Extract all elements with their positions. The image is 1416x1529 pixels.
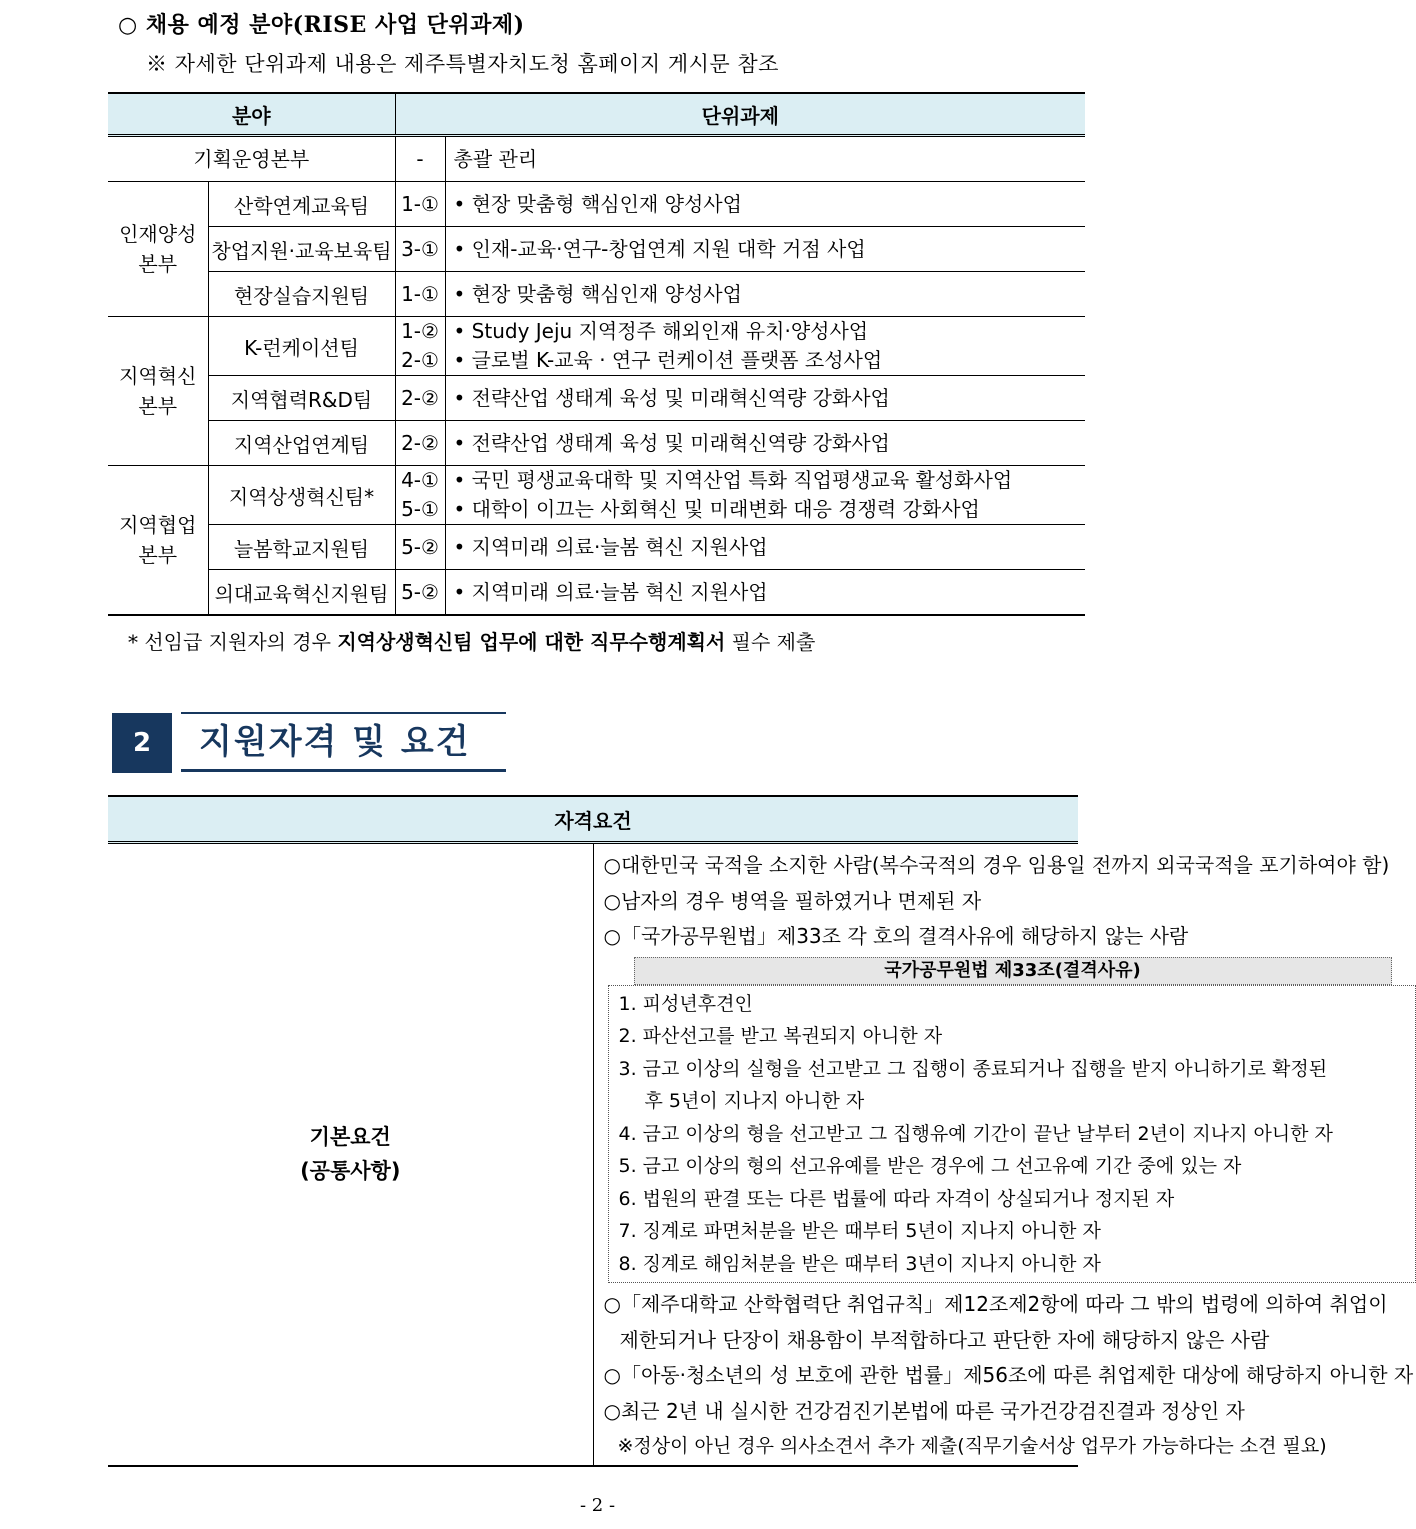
law-item: 5. 금고 이상의 형의 선고유예를 받은 경우에 그 선고유예 기간 중에 있는 자 — [618, 1155, 1242, 1177]
code-cell — [395, 227, 445, 272]
law-item: 8. 징계로 해임처분을 받은 때부터 3년이 지나지 아니한 자 — [618, 1252, 1101, 1275]
dept-line: 본부 — [138, 394, 178, 418]
requirements-body — [593, 843, 1414, 1466]
label-line-1: 기본요건 — [309, 1125, 391, 1150]
basic-requirements-label — [108, 843, 593, 1466]
table-row — [108, 466, 1085, 525]
code-line: 4-① — [401, 468, 439, 492]
team-cell: 산학연계교육팀 — [208, 182, 395, 227]
team-cell: 현장실습지원팀 — [208, 272, 395, 317]
table-row — [108, 421, 1085, 466]
table-row — [108, 525, 1085, 570]
task-line: • 글로벌 K-교육 · 연구 런케이션 플랫폼 조성사업 — [454, 346, 1086, 375]
table-row — [108, 182, 1085, 227]
law-item: 2. 파산선고를 받고 복권되지 아니한 자 — [618, 1025, 943, 1047]
header-unit-task: 단위과제 — [395, 93, 1085, 136]
dept-cell — [108, 317, 208, 466]
dept-cell — [108, 466, 208, 616]
task-cell — [445, 227, 1085, 272]
table-row — [108, 317, 1085, 376]
task-cell — [445, 317, 1085, 376]
law-item: 후 5년이 지나지 아니한 자 — [644, 1090, 865, 1112]
code-line: 1-① — [401, 191, 439, 216]
code-line: 5-② — [401, 534, 439, 559]
dept-line: 지역협업 — [119, 513, 197, 537]
code-line: 5-② — [401, 579, 439, 604]
civil-service-act-box — [608, 957, 1416, 1284]
task-cell: 총괄 관리 — [445, 136, 1085, 182]
task-cell — [445, 272, 1085, 317]
reference-note: ※ 자세한 단위과제 내용은 제주특별자치도청 홈페이지 게시문 참조 — [146, 52, 779, 76]
task-cell — [445, 421, 1085, 466]
code-line: 2-① — [401, 348, 439, 372]
code-cell: - — [395, 136, 445, 182]
law-item: 4. 금고 이상의 형을 선고받고 그 집행유예 기간이 끝난 날부터 2년이 지나지 아니한 자 — [618, 1122, 1333, 1145]
task-line: • 대학이 이끄는 사회혁신 및 미래변화 대응 경쟁력 강화사업 — [454, 495, 1086, 524]
section-number-badge: 2 — [112, 713, 172, 773]
table-row — [108, 136, 1085, 182]
task-line: • 전략산업 생태계 육성 및 미래혁신역량 강화사업 — [454, 384, 1086, 413]
code-line: 1-① — [401, 281, 439, 306]
dept-line: 본부 — [138, 252, 178, 276]
team-cell: K-런케이션팀 — [208, 317, 395, 376]
task-cell — [445, 525, 1085, 570]
qualification-header: 자격요건 — [108, 796, 1078, 843]
task-cell — [445, 182, 1085, 227]
table-row — [108, 227, 1085, 272]
task-line: • 인재-교육·연구-창업연계 지원 대학 거점 사업 — [454, 235, 1086, 264]
code-cell — [395, 421, 445, 466]
requirement-item: ○대한민국 국적을 소지한 사람(복수국적의 경우 임용일 전까지 외국국적을 포기하여야 함) — [603, 853, 1390, 877]
dept-cell: 기획운영본부 — [108, 136, 395, 182]
requirement-item: ○최근 2년 내 실시한 건강검진기본법에 따른 국가건강검진결과 정상인 자 — [603, 1398, 1245, 1423]
requirement-item: ○「국가공무원법」제33조 각 호의 결격사유에 해당하지 않는 사람 — [603, 924, 1189, 948]
code-line: 2-② — [401, 430, 439, 455]
code-line: 2-② — [401, 385, 439, 410]
code-line: 5-① — [401, 497, 439, 521]
requirement-item: ○남자의 경우 병역을 필하였거나 면제된 자 — [603, 888, 982, 913]
note-bold: 지역상생혁신팀 업무에 대한 직무수행계획서 — [337, 630, 726, 654]
code-cell — [395, 182, 445, 227]
code-cell — [395, 466, 445, 525]
task-line: • 전략산업 생태계 육성 및 미래혁신역량 강화사업 — [454, 429, 1086, 458]
task-cell — [445, 570, 1085, 616]
qualification-table — [108, 795, 1414, 1467]
code-cell — [395, 317, 445, 376]
requirement-item: ※정상이 아닌 경우 의사소견서 추가 제출(직무기술서상 업무가 가능하다는 소견 필요) — [617, 1435, 1327, 1457]
section-title: 지원자격 및 요건 — [181, 712, 506, 772]
dept-cell — [108, 182, 208, 317]
table-row — [108, 272, 1085, 317]
team-cell: 지역산업연계팀 — [208, 421, 395, 466]
code-cell — [395, 272, 445, 317]
task-cell — [445, 376, 1085, 421]
law-item-list — [608, 985, 1416, 1284]
law-item: 7. 징계로 파면처분을 받은 때부터 5년이 지나지 아니한 자 — [618, 1220, 1101, 1242]
task-line: • 현장 맞춤형 핵심인재 양성사업 — [454, 190, 1086, 219]
team-cell: 창업지원·교육보육팀 — [208, 227, 395, 272]
task-line: • Study Jeju 지역정주 해외인재 유치·양성사업 — [454, 317, 1086, 346]
requirement-item: ○「제주대학교 산학협력단 취업규칙」제12조제2항에 따라 그 밖의 법령에 의하여 취업이 — [603, 1292, 1388, 1316]
note-suffix: 필수 제출 — [725, 630, 816, 654]
task-line: • 지역미래 의료·늘봄 혁신 지원사업 — [454, 578, 1086, 607]
unit-task-table — [108, 92, 1085, 616]
law-item: 3. 금고 이상의 실형을 선고받고 그 집행이 종료되거나 집행을 받지 아니하기로 확정된 — [618, 1057, 1328, 1080]
requirement-item: ○「아동·청소년의 성 보호에 관한 법률」제56조에 따른 취업제한 대상에 해당하지 아니한 자 — [603, 1363, 1414, 1387]
task-line: • 현장 맞춤형 핵심인재 양성사업 — [454, 280, 1086, 309]
team-cell: 지역협력R&D팀 — [208, 376, 395, 421]
recruitment-heading: ○ 채용 예정 분야(RISE 사업 단위과제) — [118, 12, 525, 38]
dept-line: 지역혁신 — [119, 364, 197, 388]
team-cell: 지역상생혁신팀* — [208, 466, 395, 525]
table-row — [108, 376, 1085, 421]
page-number: - 2 - — [579, 1495, 616, 1516]
code-cell — [395, 525, 445, 570]
law-title: 국가공무원법 제33조(결격사유) — [634, 957, 1392, 985]
code-line: 1-② — [401, 319, 439, 343]
team-cell: 늘봄학교지원팀 — [208, 525, 395, 570]
code-cell — [395, 570, 445, 616]
task-cell — [445, 466, 1085, 525]
dept-line: 인재양성 — [119, 222, 197, 246]
team-cell: 의대교육혁신지원팀 — [208, 570, 395, 616]
code-cell — [395, 376, 445, 421]
task-line: • 국민 평생교육대학 및 지역산업 특화 직업평생교육 활성화사업 — [454, 466, 1086, 495]
header-field: 분야 — [108, 93, 395, 136]
task-line: • 지역미래 의료·늘봄 혁신 지원사업 — [454, 533, 1086, 562]
senior-applicant-note — [128, 626, 815, 655]
table-row — [108, 570, 1085, 616]
requirement-item: 제한되거나 단장이 채용함이 부적합하다고 판단한 자에 해당하지 않은 사람 — [619, 1327, 1270, 1352]
label-line-2: (공통사항) — [300, 1159, 401, 1184]
law-item: 6. 법원의 판결 또는 다른 법률에 따라 자격이 상실되거나 정지된 자 — [618, 1187, 1175, 1210]
note-prefix: * 선임급 지원자의 경우 — [128, 630, 338, 654]
dept-line: 본부 — [138, 543, 178, 567]
code-line: 3-① — [401, 236, 439, 261]
law-item: 1. 피성년후견인 — [618, 992, 753, 1015]
